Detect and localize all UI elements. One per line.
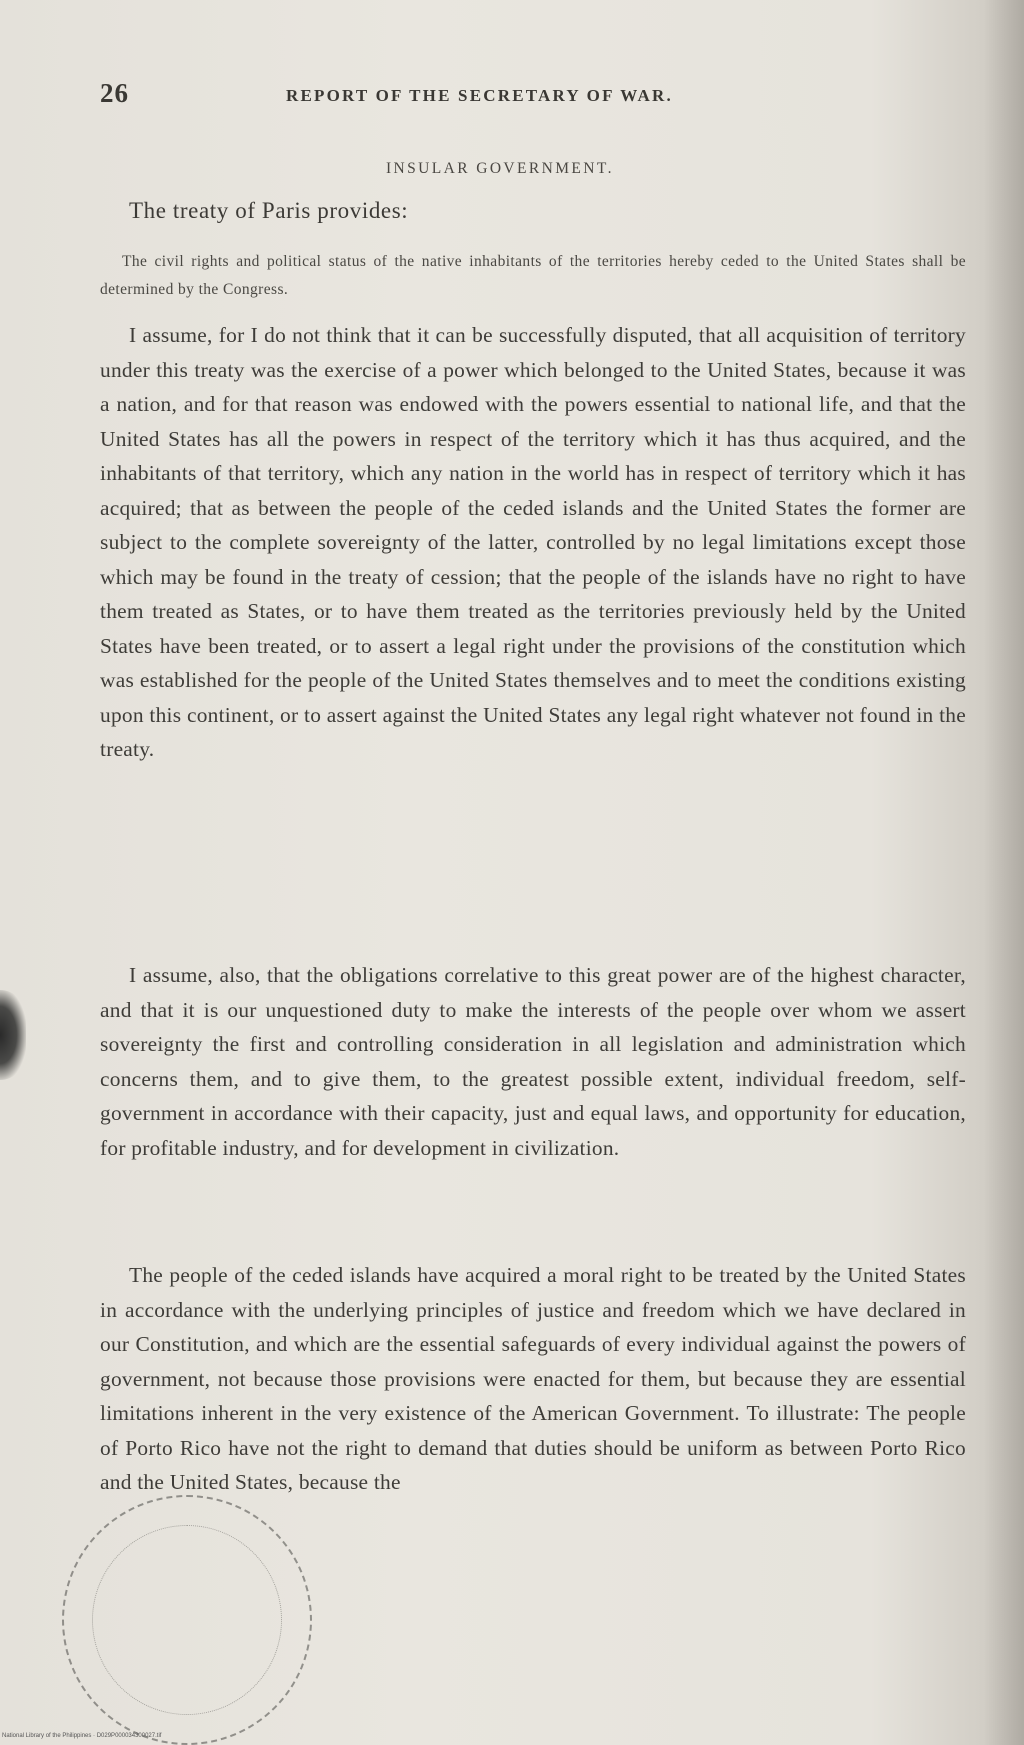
page-number: 26	[100, 78, 129, 108]
library-stamp	[62, 1495, 312, 1745]
paragraph-1-text: I assume, for I do not think that it can be successfully disputed, that all acquisition of territory under this treaty was the exercise of a power which belonged to the United States, because it was a nation, and for that reason was endowed with the powers essential to national life, and that the United States has all the powers in respect of the territory which it has thus acquired, and the inhabitants of that territory, which any nation in the world has in respect of territory which it has acquired; that as between the people of the ceded islands and the United States the former are subject to the complete sovereignty of the latter, controlled by no legal limitations except those which may be found in the treaty of cession; that the people of the islands have no right to have them treated as States, or to have them treated as the territories previously held by the United States have been treated, or to assert a legal right under the provisions of the constitution which was established for the people of the United States themselves and to meet the conditions existing upon this continent, or to assert against the United States any legal right whatever not found in the treaty.	[100, 323, 966, 761]
paragraph-2-text: I assume, also, that the obligations correlative to this great power are of the highest character, and that it is our unquestioned duty to make the interests of the people over whom we assert sovereignty the first and controlling consideration in all legislation and administration which concerns them, and to give them, to the greatest possible extent, individual freedom, self-government in accordance with their capacity, just and equal laws, and opportunity for education, for profitable industry, and for development in civilization.	[100, 963, 966, 1160]
section-title: INSULAR GOVERNMENT.	[386, 160, 614, 177]
page-header	[100, 78, 980, 118]
paragraph-1	[100, 318, 966, 767]
paragraph-3-text: The people of the ceded islands have acquired a moral right to be treated by the United States in accordance with the underlying principles of justice and freedom which we have declared in our Constitution, and which are the essential safeguards of every individual against the powers of government, not because those provisions were enacted for them, but because they are essential limitations inherent in the very existence of the American Government. To illustrate: The people of Porto Rico have not the right to demand that duties should be uniform as between Porto Rico and the United States, because the	[100, 1263, 966, 1494]
library-stamp-inner-ring	[92, 1525, 282, 1715]
paragraph-2	[100, 958, 966, 1165]
scan-footer-note: National Library of the Philippines · D029P000034300027.tif	[2, 1733, 162, 1739]
running-head: REPORT OF THE SECRETARY OF WAR.	[286, 86, 673, 105]
treaty-quote	[100, 248, 966, 304]
binding-shadow	[984, 0, 1024, 1745]
page-edge-mark	[0, 990, 26, 1080]
intro-line: The treaty of Paris provides:	[129, 198, 409, 223]
treaty-quote-text: The civil rights and political status of the native inhabitants of the territories hereby ceded to the United States shall be determined by the Congress.	[100, 253, 966, 298]
paragraph-3	[100, 1258, 966, 1500]
